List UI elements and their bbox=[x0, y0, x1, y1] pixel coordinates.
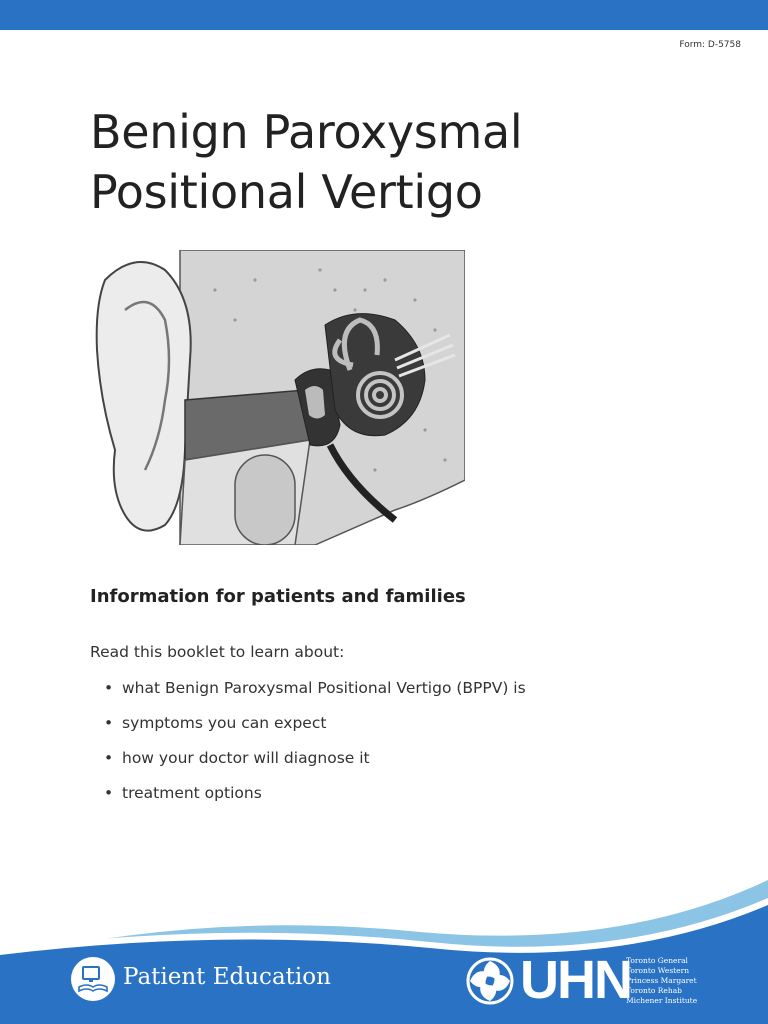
top-brand-bar bbox=[0, 0, 768, 30]
hospital-name: Toronto Rehab bbox=[626, 986, 682, 995]
title-line-1: Benign Paroxysmal bbox=[90, 105, 523, 159]
list-item bbox=[104, 748, 526, 783]
hospital-name: Michener Institute bbox=[626, 996, 698, 1005]
hospital-list bbox=[626, 956, 697, 1006]
document-title bbox=[90, 102, 522, 222]
uhn-wordmark: UHN bbox=[520, 950, 631, 1010]
patient-education-label: Patient Education bbox=[123, 964, 331, 990]
hospital-name: Princess Margaret bbox=[626, 976, 697, 985]
computer-book-icon bbox=[71, 957, 115, 1001]
intro-text: Read this booklet to learn about: bbox=[90, 643, 345, 661]
topics-list bbox=[104, 678, 526, 818]
ear-anatomy-illustration bbox=[95, 250, 465, 545]
bullet-icon: • bbox=[104, 714, 114, 732]
list-item-text: symptoms you can expect bbox=[122, 714, 327, 732]
bullet-icon: • bbox=[104, 749, 114, 767]
list-item-text: treatment options bbox=[122, 784, 262, 802]
uhn-swirl-logo bbox=[464, 955, 516, 1007]
bullet-icon: • bbox=[104, 679, 114, 697]
list-item bbox=[104, 783, 526, 818]
form-number: Form: D-5758 bbox=[679, 40, 741, 50]
subheading: Information for patients and families bbox=[90, 586, 466, 607]
title-line-2: Positional Vertigo bbox=[90, 165, 483, 219]
hospital-name: Toronto Western bbox=[626, 966, 690, 975]
list-item-text: how your doctor will diagnose it bbox=[122, 749, 370, 767]
bullet-icon: • bbox=[104, 784, 114, 802]
hospital-name: Toronto General bbox=[626, 956, 688, 965]
list-item bbox=[104, 678, 526, 713]
list-item bbox=[104, 713, 526, 748]
list-item-text: what Benign Paroxysmal Positional Vertigo (BPPV) is bbox=[122, 679, 526, 697]
